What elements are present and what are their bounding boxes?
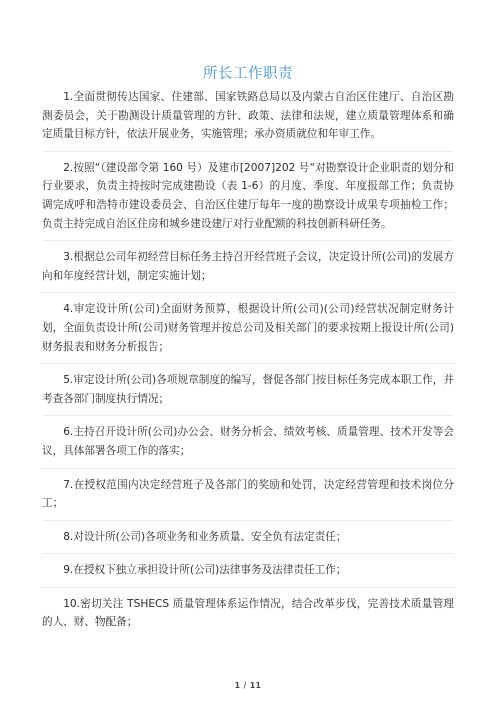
paragraph-9: 9.在授权下独立承担设计所(公司)法律事务及法律责任工作； [42, 561, 454, 588]
paragraph-1: 1.全面贯彻传达国家、住建部、国家铁路总局以及内蒙古自治区住建厅、自治区勘测委员会，关于勘测设计质量管理的方针、政策、法律和法规，建立质量管理体系和确定质量目标方针，依法开展业务，实施管理；承办资质就位和年审工作。 [42, 88, 454, 152]
paragraph-4: 4.审定设计所(公司)全面财务预算，根据设计所(公司)(公司)经营状况制定财务计划，全面负责设计所(公司)财务管理并按总公司及相关部门的要求按期上报设计所(公司)财务报表和财务分析报告； [42, 300, 454, 364]
page-title: 所长工作职责 [203, 66, 293, 82]
paragraph-2: 2.按照“（建设部令第 160 号）及建市[2007]202 号“对勘察设计企业职责的划分和行业要求，负责主持按时完成建勘设（表 1-6）的月度、季度、年度报部工作；负责协调完成呼和浩特市建设委员会、自治区住建厅每年一度的勘察设计成果专项抽检工作；负责主持完成自治区住房和城乡建设建厅对行业配额的科技创新科研任务。 [42, 159, 454, 241]
document-body [42, 88, 454, 646]
page-number: 1 / 11 [234, 681, 262, 690]
paragraph-3: 3.根据总公司年初经营目标任务主持召开经营班子会议，决定设计所(公司)的发展方向和年度经营计划，制定实施计划； [42, 248, 454, 293]
paragraph-5: 5.审定设计所(公司)各项规章制度的编写，督促各部门按目标任务完成本职工作，并考查各部门制度执行情况； [42, 371, 454, 416]
paragraph-6: 6.主持召开设计所(公司)办公会、财务分析会、绩效考核、质量管理、技术开发等会议，具体部署各项工作的落实； [42, 423, 454, 468]
paragraph-7: 7.在授权范围内决定经营班子及各部门的奖励和处罚，决定经营管理和技术岗位分工； [42, 476, 454, 521]
paragraph-10: 10.密切关注 TSHECS 质量管理体系运作情况，结合改革步伐，完善技术质量管理的人、财、物配备； [42, 597, 454, 629]
paragraph-8: 8.对设计所(公司)各项业务和业务质量、安全负有法定责任； [42, 528, 454, 555]
